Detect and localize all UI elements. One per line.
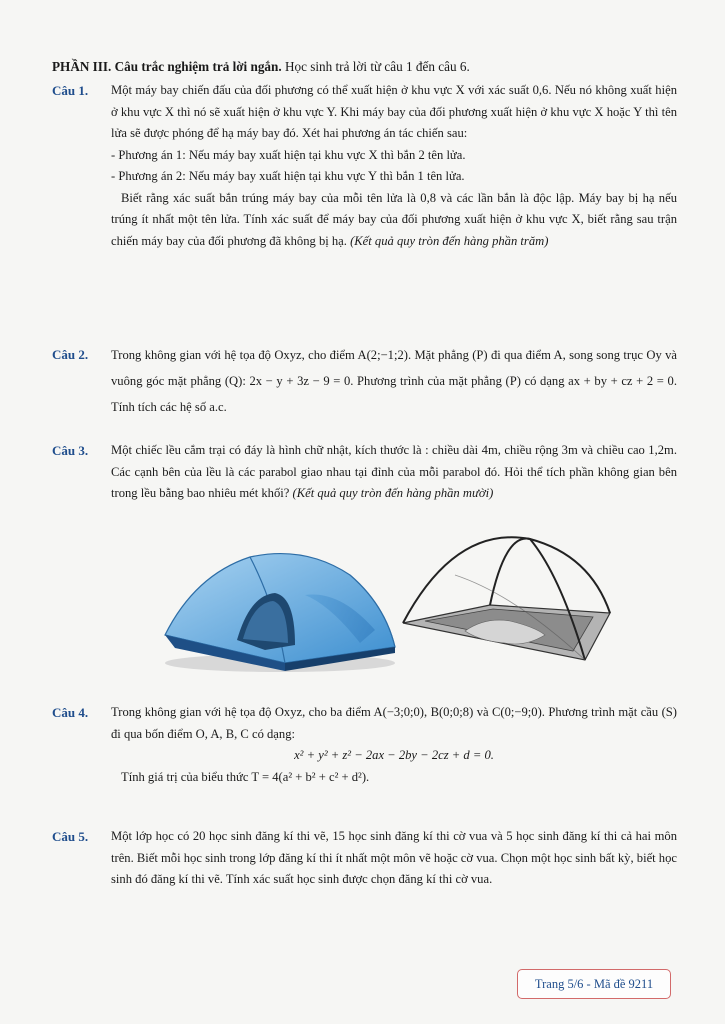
question-text: Một lớp học có 20 học sinh đăng kí thi vẽ, 15 học sinh đăng kí thi cờ vua và 5 học sinh đăng kí thi cả hai môn trên. Biết mỗi học sinh trong lớp đăng kí thi ít nhất một môn vẽ hoặc cờ vua. Chọn một học sinh bất kỳ, biết học sinh đó đăng kí thi vẽ. Tính xác suất học sinh được chọn đăng kí thi cờ vua. xyxy=(111,829,677,886)
question-text-2: Biết rằng xác suất bắn trúng máy bay của mỗi tên lửa là 0,8 và các lần bắn là độc lập. Máy bay bị hạ nếu trúng ít nhất một tên lửa. Tính xác suất để máy bay của đối phương xuất hiện ở khu vực X, biết rằng sau trận chiến máy bay của đối phương đã không bị hạ. xyxy=(111,190,677,248)
page-footer-label: Trang 5/6 - Mã đề 9211 xyxy=(517,969,671,999)
option-1: - Phương án 1: Nếu máy bay xuất hiện tại khu vực X thì bắn 2 tên lửa. xyxy=(111,147,466,162)
question-text: Một chiếc lều cắm trại có đáy là hình chữ nhật, kích thước là : chiều dài 4m, chiều rộng 3m và chiều cao 1,2m. Các cạnh bên của lều là các parabol giao nhau tại đỉnh của mỗi parabol đó. Hỏi thể tích phần không gian bên trong lều bằng bao nhiêu mét khối? xyxy=(111,443,677,500)
section-instruction: Học sinh trả lời từ câu 1 đến câu 6. xyxy=(281,59,470,74)
section-title: PHẦN III. Câu trắc nghiệm trả lời ngắn. xyxy=(52,59,282,74)
sphere-equation: x² + y² + z² − 2ax − 2by − 2cz + d = 0. xyxy=(294,748,494,762)
rounding-note: (Kết quả quy tròn đến hàng phần trăm) xyxy=(350,233,549,248)
question-4 xyxy=(52,702,677,788)
tent-photo-blue xyxy=(155,535,400,680)
question-2 xyxy=(52,342,677,420)
question-number: Câu 2. xyxy=(52,347,89,362)
question-5 xyxy=(52,826,677,891)
question-number: Câu 5. xyxy=(52,829,89,844)
rounding-note: (Kết quả quy tròn đến hàng phần mười) xyxy=(292,486,494,500)
question-text: Trong không gian với hệ tọa độ Oxyz, cho ba điểm A(−3;0;0), B(0;0;8) và C(0;−9;0). Phương trình mặt cầu (S) đi qua bốn điểm O, A, B, C có dạng: xyxy=(111,705,677,741)
question-text: Trong không gian với hệ tọa độ Oxyz, cho điểm A(2;−1;2). Mặt phẳng (P) đi qua điểm A, song song trục Oy và vuông góc mặt phẳng (Q): 2x − y + 3z − 9 = 0. Phương trình của mặt phẳng (P) có dạng ax + by + cz + 2 = 0. Tính tích các hệ số a.c. xyxy=(111,348,677,414)
question-3 xyxy=(52,440,677,505)
question-1 xyxy=(52,80,677,252)
option-2: - Phương án 2: Nếu máy bay xuất hiện tại khu vực Y thì bắn 1 tên lửa. xyxy=(111,169,465,183)
question-text-2: Tính giá trị của biểu thức T = 4(a² + b² + c² + d²). xyxy=(121,769,370,784)
question-number: Câu 3. xyxy=(52,443,89,458)
question-number: Câu 1. xyxy=(52,83,89,98)
question-text: Một máy bay chiến đấu của đối phương có thể xuất hiện ở khu vực X với xác suất 0,6. Nếu nó không xuất hiện ở khu vực X thì nó sẽ xuất hiện ở khu vực Y. Khi máy bay của đối phương xuất hiện ở khu vực X hoặc Y thì tên lửa sẽ được phóng để hạ máy bay đó. Xét hai phương án tác chiến sau: xyxy=(111,83,677,140)
tent-frame-drawing xyxy=(395,535,625,680)
question-number: Câu 4. xyxy=(52,705,89,720)
section-heading xyxy=(52,58,692,76)
